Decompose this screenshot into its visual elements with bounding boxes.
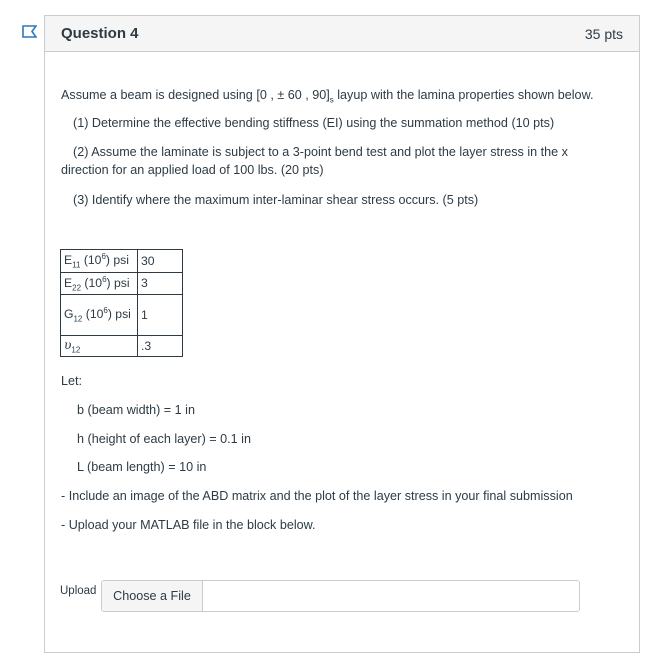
question-intro: Assume a beam is designed using [0 , ± 60 , $90]_s$ layup with the lamina properties shown below. bbox=[61, 88, 594, 105]
property-label: $G_{12}$ $(10^6)$ psi bbox=[61, 295, 138, 336]
note-upload-matlab: - Upload your MATLAB file in the block below. bbox=[61, 518, 316, 532]
question-part-1: (1) Determine the effective bending stiffness (EI) using the summation method (10 pts) bbox=[73, 116, 555, 130]
let-beam-width: b (beam width) = 1 in bbox=[77, 403, 195, 417]
lamina-properties-table bbox=[60, 249, 183, 357]
note-include-image: - Include an image of the ABD matrix and the plot of the layer stress in your final submission bbox=[61, 489, 573, 503]
property-label: $E_{22}$ $(10^6)$ psi bbox=[61, 272, 138, 295]
property-value: .3 bbox=[138, 336, 183, 357]
question-header bbox=[45, 16, 639, 52]
table-row bbox=[61, 272, 183, 295]
property-value: 3 bbox=[138, 272, 183, 295]
let-beam-length: L (beam length) = 10 in bbox=[77, 460, 207, 474]
question-part-2: (2) Assume the laminate is subject to a 3-point bend test and plot the layer stress in the x direction for an applied load of 100 lbs. (20 pts) bbox=[61, 145, 568, 177]
upload-label: Upload bbox=[60, 585, 97, 597]
table-row bbox=[61, 295, 183, 336]
property-label: $E_{11}$ $(10^6)$ psi bbox=[61, 250, 138, 273]
bookmark-flag-icon[interactable] bbox=[22, 24, 37, 39]
property-value: 30 bbox=[138, 250, 183, 273]
question-title: Question 4 bbox=[61, 25, 139, 42]
question-points: 35 pts bbox=[584, 26, 623, 42]
table-row bbox=[61, 250, 183, 273]
choose-file-button[interactable]: Choose a File bbox=[102, 581, 203, 611]
let-heading: Let: bbox=[61, 374, 83, 388]
table-row bbox=[61, 336, 183, 357]
property-label: $\upsilon_{12}$ bbox=[61, 336, 138, 357]
property-value: 1 bbox=[138, 295, 183, 336]
file-upload-field[interactable] bbox=[101, 580, 580, 612]
question-part-3: (3) Identify where the maximum inter-laminar shear stress occurs. (5 pts) bbox=[73, 193, 479, 207]
let-layer-height: h (height of each layer) = 0.1 in bbox=[77, 432, 251, 446]
